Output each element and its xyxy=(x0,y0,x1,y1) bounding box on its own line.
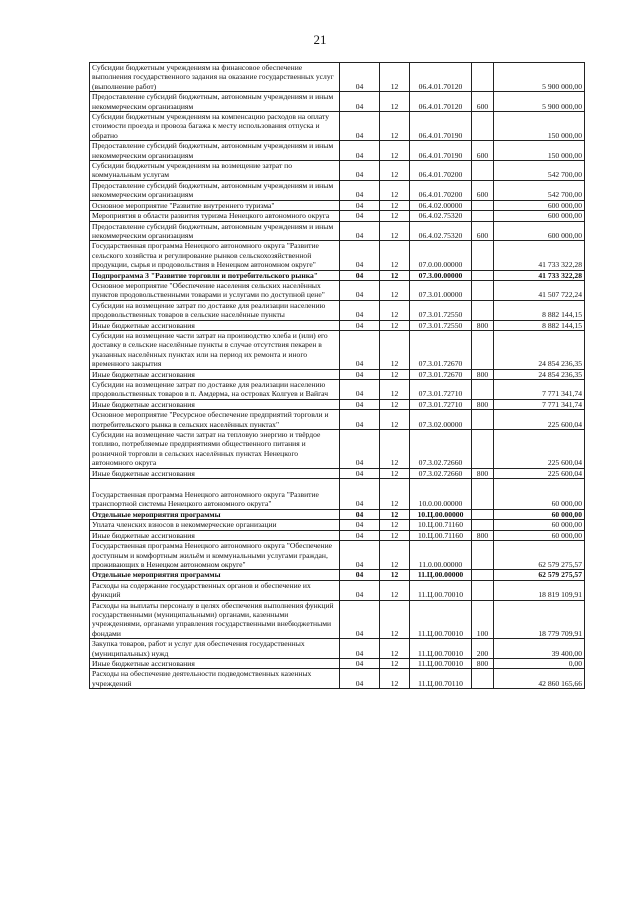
row-subsection-code: 12 xyxy=(380,600,410,639)
row-name: Иные бюджетные ассигнования xyxy=(90,658,340,668)
row-section-code: 04 xyxy=(340,479,380,510)
row-name: Субсидии бюджетным учреждениям на возмещение затрат по коммунальным услугам xyxy=(90,161,340,181)
row-name: Расходы на содержание государственных органов и обеспечение их функций xyxy=(90,580,340,600)
row-name: Иные бюджетные ассигнования xyxy=(90,320,340,330)
row-subsection-code: 12 xyxy=(380,280,410,300)
row-section-code: 04 xyxy=(340,330,380,369)
row-target-code: 10.Ц.00.71160 xyxy=(410,530,472,540)
page-number: 21 xyxy=(313,32,327,47)
table-row xyxy=(90,161,585,181)
row-section-code: 04 xyxy=(340,161,380,181)
row-subsection-code: 12 xyxy=(380,658,410,668)
row-subsection-code: 12 xyxy=(380,399,410,409)
row-amount: 60 000,00 xyxy=(494,530,585,540)
row-name: Субсидии на возмещение части затрат на производство хлеба и (или) его доставку в сельские населённые пункты в случае отсутствия пекарен в указанных населённых пунктах или на период их ремонта и иного временного закрытия xyxy=(90,330,340,369)
row-subsection-code: 12 xyxy=(380,369,410,379)
row-target-code: 06.4.01.70120 xyxy=(410,92,472,112)
row-subsection-code: 12 xyxy=(380,669,410,689)
row-section-code: 04 xyxy=(340,92,380,112)
row-target-code: 07.3.02.00000 xyxy=(410,410,472,430)
table-row xyxy=(90,520,585,530)
row-subsection-code: 12 xyxy=(380,211,410,221)
row-name: Основное мероприятие "Ресурсное обеспечение предприятий торговли и потребительского рынка в сельских населённых пунктах" xyxy=(90,410,340,430)
row-amount: 60 000,00 xyxy=(494,479,585,510)
table-row xyxy=(90,509,585,519)
row-target-code: 11.Ц.00.70010 xyxy=(410,580,472,600)
row-section-code: 04 xyxy=(340,520,380,530)
row-subsection-code: 12 xyxy=(380,270,410,280)
row-expense-type-code: 100 xyxy=(472,600,494,639)
row-name: Государственная программа Ненецкого автономного округа "Развитие сельского хозяйства и регулирование рынков сельскохозяйственной продукции, сырья и продовольствия в Ненецком автономном округе" xyxy=(90,241,340,270)
row-subsection-code: 12 xyxy=(380,530,410,540)
row-section-code: 04 xyxy=(340,658,380,668)
row-section-code: 04 xyxy=(340,380,380,400)
row-amount: 24 854 236,35 xyxy=(494,330,585,369)
row-amount: 8 882 144,15 xyxy=(494,320,585,330)
table-row xyxy=(90,479,585,510)
row-target-code: 07.3.01.72710 xyxy=(410,399,472,409)
row-target-code: 07.3.01.72710 xyxy=(410,380,472,400)
row-expense-type-code xyxy=(472,270,494,280)
row-amount: 225 600,04 xyxy=(494,430,585,469)
row-target-code: 06.4.02.00000 xyxy=(410,200,472,210)
row-amount: 225 600,04 xyxy=(494,468,585,478)
row-section-code: 04 xyxy=(340,570,380,580)
row-expense-type-code xyxy=(472,300,494,320)
row-amount: 60 000,00 xyxy=(494,520,585,530)
row-section-code: 04 xyxy=(340,600,380,639)
row-section-code: 04 xyxy=(340,241,380,270)
table-row xyxy=(90,330,585,369)
row-amount: 7 771 341,74 xyxy=(494,399,585,409)
table-row xyxy=(90,200,585,210)
row-name: Государственная программа Ненецкого автономного округа "Развитие транспортной системы Ненецкого автономного округа" xyxy=(90,479,340,510)
table-row xyxy=(90,399,585,409)
row-section-code: 04 xyxy=(340,369,380,379)
row-subsection-code: 12 xyxy=(380,509,410,519)
row-expense-type-code xyxy=(472,509,494,519)
row-target-code: 07.3.01.00000 xyxy=(410,280,472,300)
row-amount: 18 819 109,91 xyxy=(494,580,585,600)
row-subsection-code: 12 xyxy=(380,92,410,112)
row-section-code: 04 xyxy=(340,63,380,92)
row-section-code: 04 xyxy=(340,399,380,409)
row-section-code: 04 xyxy=(340,270,380,280)
row-expense-type-code xyxy=(472,580,494,600)
row-amount: 42 860 165,66 xyxy=(494,669,585,689)
row-expense-type-code: 800 xyxy=(472,658,494,668)
table-row xyxy=(90,180,585,200)
row-section-code: 04 xyxy=(340,180,380,200)
row-section-code: 04 xyxy=(340,280,380,300)
row-target-code: 07.3.01.72670 xyxy=(410,369,472,379)
row-name: Основное мероприятие "Развитие внутреннего туризма" xyxy=(90,200,340,210)
row-section-code: 04 xyxy=(340,669,380,689)
row-amount: 24 854 236,35 xyxy=(494,369,585,379)
row-target-code: 06.4.01.70200 xyxy=(410,180,472,200)
row-name: Иные бюджетные ассигнования xyxy=(90,399,340,409)
row-amount: 62 579 275,57 xyxy=(494,541,585,570)
row-expense-type-code xyxy=(472,330,494,369)
table-row xyxy=(90,369,585,379)
table-row xyxy=(90,112,585,141)
row-amount: 542 700,00 xyxy=(494,180,585,200)
row-subsection-code: 12 xyxy=(380,570,410,580)
row-name: Отдельные мероприятия программы xyxy=(90,570,340,580)
row-target-code: 11.Ц.00.70010 xyxy=(410,658,472,668)
row-name: Закупка товаров, работ и услуг для обеспечения государственных (муниципальных) нужд xyxy=(90,639,340,659)
row-amount: 0,00 xyxy=(494,658,585,668)
row-target-code: 06.4.01.70190 xyxy=(410,141,472,161)
row-amount: 150 000,00 xyxy=(494,141,585,161)
row-subsection-code: 12 xyxy=(380,141,410,161)
row-expense-type-code: 600 xyxy=(472,180,494,200)
row-target-code: 10.Ц.00.71160 xyxy=(410,520,472,530)
row-subsection-code: 12 xyxy=(380,410,410,430)
row-expense-type-code xyxy=(472,570,494,580)
row-expense-type-code xyxy=(472,280,494,300)
row-section-code: 04 xyxy=(340,530,380,540)
row-section-code: 04 xyxy=(340,221,380,241)
row-name: Основное мероприятие "Обеспечение населения сельских населённых пунктов продовольственными товарами и услугами по доступной цене" xyxy=(90,280,340,300)
row-expense-type-code xyxy=(472,380,494,400)
row-name: Уплата членских взносов в некоммерческие организации xyxy=(90,520,340,530)
table-row xyxy=(90,380,585,400)
row-target-code: 07.3.02.72660 xyxy=(410,468,472,478)
row-name: Субсидии бюджетным учреждениям на финансовое обеспечение выполнения государственного задания на оказание государственных услуг (выполнение работ) xyxy=(90,63,340,92)
row-subsection-code: 12 xyxy=(380,161,410,181)
row-name: Субсидии бюджетным учреждениям на компенсацию расходов на оплату стоимости проезда и провоза багажа к месту использования отпуска и обратно xyxy=(90,112,340,141)
row-expense-type-code xyxy=(472,211,494,221)
row-name: Предоставление субсидий бюджетным, автономным учреждениям и иным некоммерческим организациям xyxy=(90,141,340,161)
row-amount: 41 733 322,28 xyxy=(494,241,585,270)
row-target-code: 07.3.02.72660 xyxy=(410,430,472,469)
table-row xyxy=(90,468,585,478)
row-subsection-code: 12 xyxy=(380,580,410,600)
row-amount: 600 000,00 xyxy=(494,221,585,241)
row-expense-type-code xyxy=(472,241,494,270)
row-expense-type-code xyxy=(472,112,494,141)
row-expense-type-code: 800 xyxy=(472,399,494,409)
row-target-code: 06.4.01.70190 xyxy=(410,112,472,141)
row-section-code: 04 xyxy=(340,300,380,320)
table-row xyxy=(90,580,585,600)
row-subsection-code: 12 xyxy=(380,241,410,270)
row-target-code: 11.Ц.00.70110 xyxy=(410,669,472,689)
row-target-code: 11.Ц.00.00000 xyxy=(410,570,472,580)
row-subsection-code: 12 xyxy=(380,330,410,369)
row-amount: 7 771 341,74 xyxy=(494,380,585,400)
table-row xyxy=(90,141,585,161)
row-amount: 8 882 144,15 xyxy=(494,300,585,320)
row-amount: 39 400,00 xyxy=(494,639,585,659)
row-subsection-code: 12 xyxy=(380,112,410,141)
row-name: Иные бюджетные ассигнования xyxy=(90,468,340,478)
row-expense-type-code xyxy=(472,541,494,570)
row-subsection-code: 12 xyxy=(380,520,410,530)
row-target-code: 11.Ц.00.70010 xyxy=(410,600,472,639)
table-row xyxy=(90,270,585,280)
row-expense-type-code xyxy=(472,161,494,181)
row-expense-type-code: 800 xyxy=(472,468,494,478)
row-target-code: 11.0.00.00000 xyxy=(410,541,472,570)
row-section-code: 04 xyxy=(340,639,380,659)
row-amount: 600 000,00 xyxy=(494,211,585,221)
row-target-code: 11.Ц.00.70010 xyxy=(410,639,472,659)
row-expense-type-code xyxy=(472,669,494,689)
table-row xyxy=(90,639,585,659)
table-row xyxy=(90,63,585,92)
row-section-code: 04 xyxy=(340,211,380,221)
row-expense-type-code xyxy=(472,479,494,510)
row-subsection-code: 12 xyxy=(380,468,410,478)
row-expense-type-code xyxy=(472,520,494,530)
row-target-code: 07.3.01.72550 xyxy=(410,320,472,330)
row-subsection-code: 12 xyxy=(380,430,410,469)
table-row xyxy=(90,92,585,112)
row-target-code: 10.Ц.00.00000 xyxy=(410,509,472,519)
row-amount: 5 900 000,00 xyxy=(494,63,585,92)
row-target-code: 07.3.01.72550 xyxy=(410,300,472,320)
row-name: Предоставление субсидий бюджетным, автономным учреждениям и иным некоммерческим организациям xyxy=(90,221,340,241)
row-amount: 225 600,04 xyxy=(494,410,585,430)
row-subsection-code: 12 xyxy=(380,221,410,241)
row-expense-type-code: 600 xyxy=(472,141,494,161)
row-name: Субсидии на возмещение части затрат на тепловую энергию и твёрдое топливо, потребляемые предприятиями общественного питания и розничной торговли в сельских населённых пунктах Ненецкого автономного округа xyxy=(90,430,340,469)
table-row xyxy=(90,570,585,580)
row-subsection-code: 12 xyxy=(380,380,410,400)
row-name: Отдельные мероприятия программы xyxy=(90,509,340,519)
row-expense-type-code: 800 xyxy=(472,320,494,330)
row-target-code: 07.3.00.00000 xyxy=(410,270,472,280)
budget-table xyxy=(89,62,585,689)
row-name: Субсидии на возмещение затрат по доставке для реализации населению продовольственных товаров в п. Амдерма, на островах Колгуев и Вайгач xyxy=(90,380,340,400)
row-name: Мероприятия в области развития туризма Ненецкого автономного округа xyxy=(90,211,340,221)
row-amount: 41 507 722,24 xyxy=(494,280,585,300)
row-subsection-code: 12 xyxy=(380,479,410,510)
row-target-code: 07.0.00.00000 xyxy=(410,241,472,270)
row-section-code: 04 xyxy=(340,410,380,430)
table-row xyxy=(90,241,585,270)
row-amount: 5 900 000,00 xyxy=(494,92,585,112)
row-subsection-code: 12 xyxy=(380,639,410,659)
table-row xyxy=(90,410,585,430)
row-subsection-code: 12 xyxy=(380,180,410,200)
row-name: Государственная программа Ненецкого автономного округа "Обеспечение доступным и комфортным жильём и коммунальными услугами граждан, проживающих в Ненецком автономном округе" xyxy=(90,541,340,570)
row-section-code: 04 xyxy=(340,200,380,210)
row-expense-type-code: 600 xyxy=(472,221,494,241)
row-target-code: 06.4.01.70120 xyxy=(410,63,472,92)
row-expense-type-code: 200 xyxy=(472,639,494,659)
table-row xyxy=(90,280,585,300)
row-amount: 600 000,00 xyxy=(494,200,585,210)
table-row xyxy=(90,211,585,221)
row-amount: 62 579 275,57 xyxy=(494,570,585,580)
row-section-code: 04 xyxy=(340,509,380,519)
row-expense-type-code: 800 xyxy=(472,530,494,540)
row-name: Иные бюджетные ассигнования xyxy=(90,369,340,379)
table-row xyxy=(90,600,585,639)
row-amount: 542 700,00 xyxy=(494,161,585,181)
row-name: Подпрограмма 3 "Развитие торговли и потребительского рынка" xyxy=(90,270,340,280)
table-row xyxy=(90,430,585,469)
row-expense-type-code: 800 xyxy=(472,369,494,379)
table-row xyxy=(90,320,585,330)
row-amount: 60 000,00 xyxy=(494,509,585,519)
row-section-code: 04 xyxy=(340,320,380,330)
row-section-code: 04 xyxy=(340,430,380,469)
table-row xyxy=(90,221,585,241)
row-name: Иные бюджетные ассигнования xyxy=(90,530,340,540)
row-name: Расходы на выплаты персоналу в целях обеспечения выполнения функций государственными (муниципальными) органами, казенными учреждениями, органами управления государственными внебюджетными фондами xyxy=(90,600,340,639)
table-row xyxy=(90,541,585,570)
row-target-code: 06.4.02.75320 xyxy=(410,211,472,221)
table-row xyxy=(90,530,585,540)
row-name: Предоставление субсидий бюджетным, автономным учреждениям и иным некоммерческим организациям xyxy=(90,92,340,112)
row-target-code: 06.4.01.70200 xyxy=(410,161,472,181)
table-row xyxy=(90,669,585,689)
row-subsection-code: 12 xyxy=(380,541,410,570)
row-section-code: 04 xyxy=(340,468,380,478)
row-subsection-code: 12 xyxy=(380,200,410,210)
row-expense-type-code xyxy=(472,200,494,210)
row-subsection-code: 12 xyxy=(380,320,410,330)
row-section-code: 04 xyxy=(340,580,380,600)
row-name: Субсидии на возмещение затрат по доставке для реализации населению продовольственных товаров в сельские населённые пункты xyxy=(90,300,340,320)
row-section-code: 04 xyxy=(340,112,380,141)
row-target-code: 07.3.01.72670 xyxy=(410,330,472,369)
table-row xyxy=(90,658,585,668)
row-amount: 150 000,00 xyxy=(494,112,585,141)
row-expense-type-code xyxy=(472,63,494,92)
row-target-code: 10.0.00.00000 xyxy=(410,479,472,510)
row-amount: 18 779 709,91 xyxy=(494,600,585,639)
row-name: Предоставление субсидий бюджетным, автономным учреждениям и иным некоммерческим организациям xyxy=(90,180,340,200)
table-row xyxy=(90,300,585,320)
row-subsection-code: 12 xyxy=(380,300,410,320)
row-target-code: 06.4.02.75320 xyxy=(410,221,472,241)
row-name: Расходы на обеспечение деятельности подведомственных казенных учреждений xyxy=(90,669,340,689)
row-section-code: 04 xyxy=(340,541,380,570)
row-expense-type-code: 600 xyxy=(472,92,494,112)
row-subsection-code: 12 xyxy=(380,63,410,92)
row-expense-type-code xyxy=(472,410,494,430)
row-expense-type-code xyxy=(472,430,494,469)
row-section-code: 04 xyxy=(340,141,380,161)
row-amount: 41 733 322,28 xyxy=(494,270,585,280)
budget-table-body xyxy=(90,63,585,689)
